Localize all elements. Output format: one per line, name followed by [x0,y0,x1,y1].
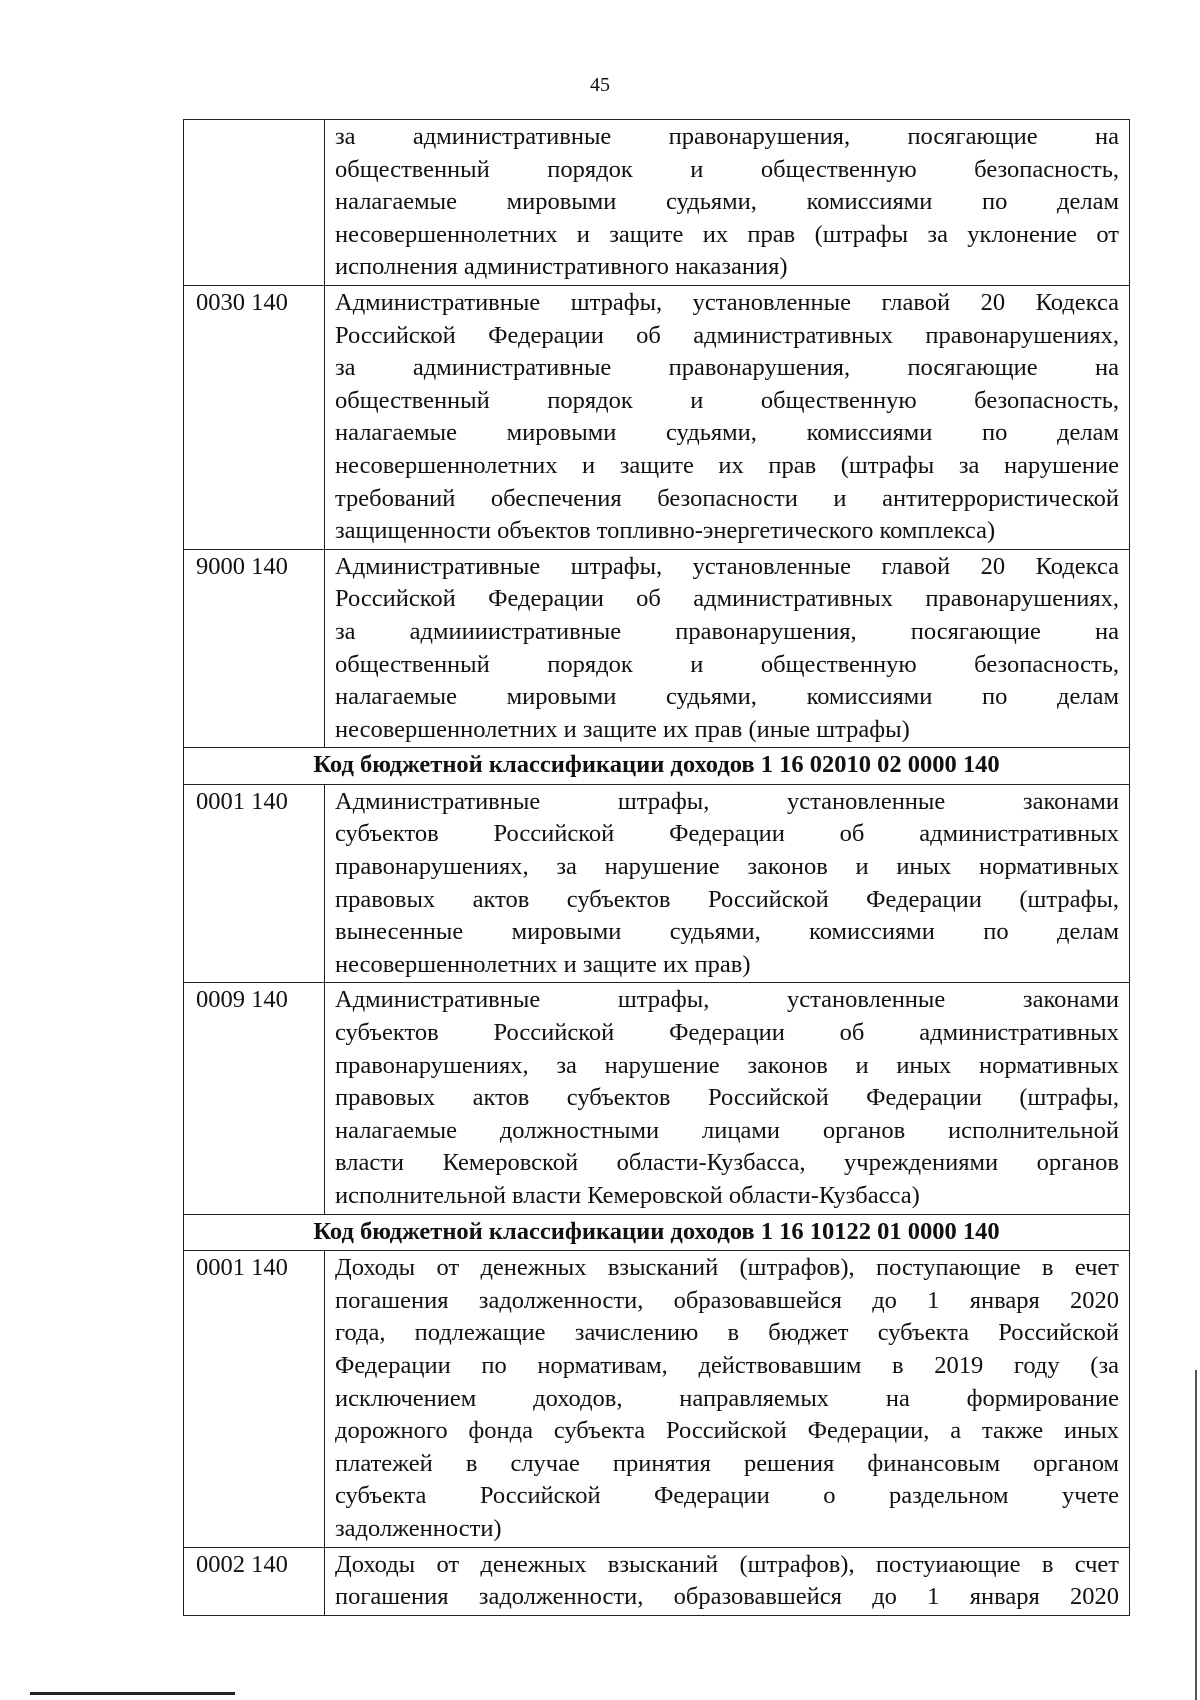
description-line: несовершеннолетних и защите их прав (штрафы за нарушение [335,451,1119,479]
description-line: за административные правонарушения, посягающие на [335,354,1119,382]
section-heading-row [184,1214,1130,1251]
description-line: Российской Федерации об административных правонарушениях, [335,321,1119,349]
description-line: правовых актов субъектов Российской Федерации (штрафы, [335,885,1119,913]
description-line: налагаемые должностными лицами органов исполнительной [335,1116,1119,1144]
table-row [184,549,1130,748]
income-description [325,1547,1130,1615]
income-description [325,549,1130,748]
description-line: несовершеннолетних и защите их прав) [335,950,751,978]
table-row [184,784,1130,983]
description-line: Административные штрафы, установленные главой 20 Кодекса [335,552,1119,580]
table-row [184,120,1130,286]
description-line: за адмиииистративные правонарушения, посягающие на [335,617,1119,645]
description-line: Административные штрафы, установленные главой 20 Кодекса [335,288,1119,316]
description-line: субъектов Российской Федерации об административных [335,1019,1119,1047]
page-number: 45 [590,74,610,96]
income-description [325,983,1130,1214]
income-subtype-code: 0001 140 [184,784,325,983]
income-description [325,1251,1130,1547]
income-description [325,784,1130,983]
budget-classification-table [183,119,1130,1616]
table-row [184,1547,1130,1615]
description-line: Федерации по нормативам, действовавшим в 2019 году (за [335,1351,1119,1379]
income-description [325,120,1130,286]
description-line: Российской Федерации об административных правонарушениях, [335,585,1119,613]
description-line: задолженности) [335,1514,502,1542]
description-line: погашения задолженности, образовавшейся до 1 января 2020 [335,1583,1119,1611]
description-line: субъекта Российской Федерации о раздельном учете [335,1482,1119,1510]
income-subtype-code: 9000 140 [184,549,325,748]
description-line: власти Кемеровской области-Кузбасса, учреждениями органов [335,1149,1119,1177]
description-line: несовершеннолетних и защите их прав (иные штрафы) [335,715,910,743]
description-line: Доходы от денежных взысканий (штрафов), поступающие в ечет [335,1254,1119,1282]
description-line: дорожного фонда субъекта Российской Федерации, а также иных [335,1417,1119,1445]
table-row [184,983,1130,1214]
table-row [184,285,1130,549]
description-line: исполнения административного наказания) [335,253,788,281]
description-line: несовершеннолетних и защите их прав (штрафы за уклонение от [335,220,1119,248]
income-subtype-code: 0030 140 [184,285,325,549]
income-subtype-code: 0002 140 [184,1547,325,1615]
income-subtype-code: 0009 140 [184,983,325,1214]
income-subtype-code [184,120,325,286]
scan-edge-mark-right [1195,1370,1197,1700]
description-line: платежей в случае принятия решения финансовым органом [335,1449,1119,1477]
description-line: общественный порядок и общественную безопасность, [335,386,1119,414]
description-line: правонарушениях, за нарушение законов и иных нормативных [335,853,1119,881]
description-line: погашения задолженности, образовавшейся до 1 января 2020 [335,1286,1119,1314]
description-line: налагаемые мировыми судьями, комиссиями по делам [335,683,1119,711]
description-line: Административные штрафы, установленные законами [335,986,1119,1014]
income-description [325,285,1130,549]
description-line: защищенности объектов топливно-энергетического комплекса) [335,517,996,545]
description-line: налагаемые мировыми судьями, комиссиями по делам [335,419,1119,447]
description-line: Административные штрафы, установленные законами [335,787,1119,815]
description-line: вынесенные мировыми судьями, комиссиями по делам [335,918,1119,946]
section-heading-row [184,748,1130,785]
scan-edge-mark [30,1692,235,1695]
description-line: общественный порядок и общественную безопасность, [335,155,1119,183]
income-subtype-code: 0001 140 [184,1251,325,1547]
description-line: субъектов Российской Федерации об административных [335,820,1119,848]
description-line: года, подлежащие зачислению в бюджет субъекта Российской [335,1319,1119,1347]
description-line: исполнительной власти Кемеровской области-Кузбасса) [335,1182,920,1209]
table-row [184,1251,1130,1547]
description-line: за административные правонарушения, посягающие на [335,123,1119,150]
section-heading: Код бюджетной классификации доходов 1 16 10122 01 0000 140 [184,1214,1130,1251]
description-line: правовых актов субъектов Российской Федерации (штрафы, [335,1084,1119,1112]
table-body [184,120,1130,1616]
description-line: общественный порядок и общественную безопасность, [335,650,1119,678]
section-heading: Код бюджетной классификации доходов 1 16 02010 02 0000 140 [184,748,1130,785]
description-line: правонарушениях, за нарушение законов и иных нормативных [335,1051,1119,1079]
description-line: Доходы от денежных взысканий (штрафов), постуиающие в счет [335,1550,1119,1578]
description-line: требований обеспечения безопасности и антитеррористической [335,484,1119,512]
description-line: исключением доходов, направляемых на формирование [335,1384,1119,1412]
description-line: налагаемые мировыми судьями, комиссиями по делам [335,188,1119,216]
